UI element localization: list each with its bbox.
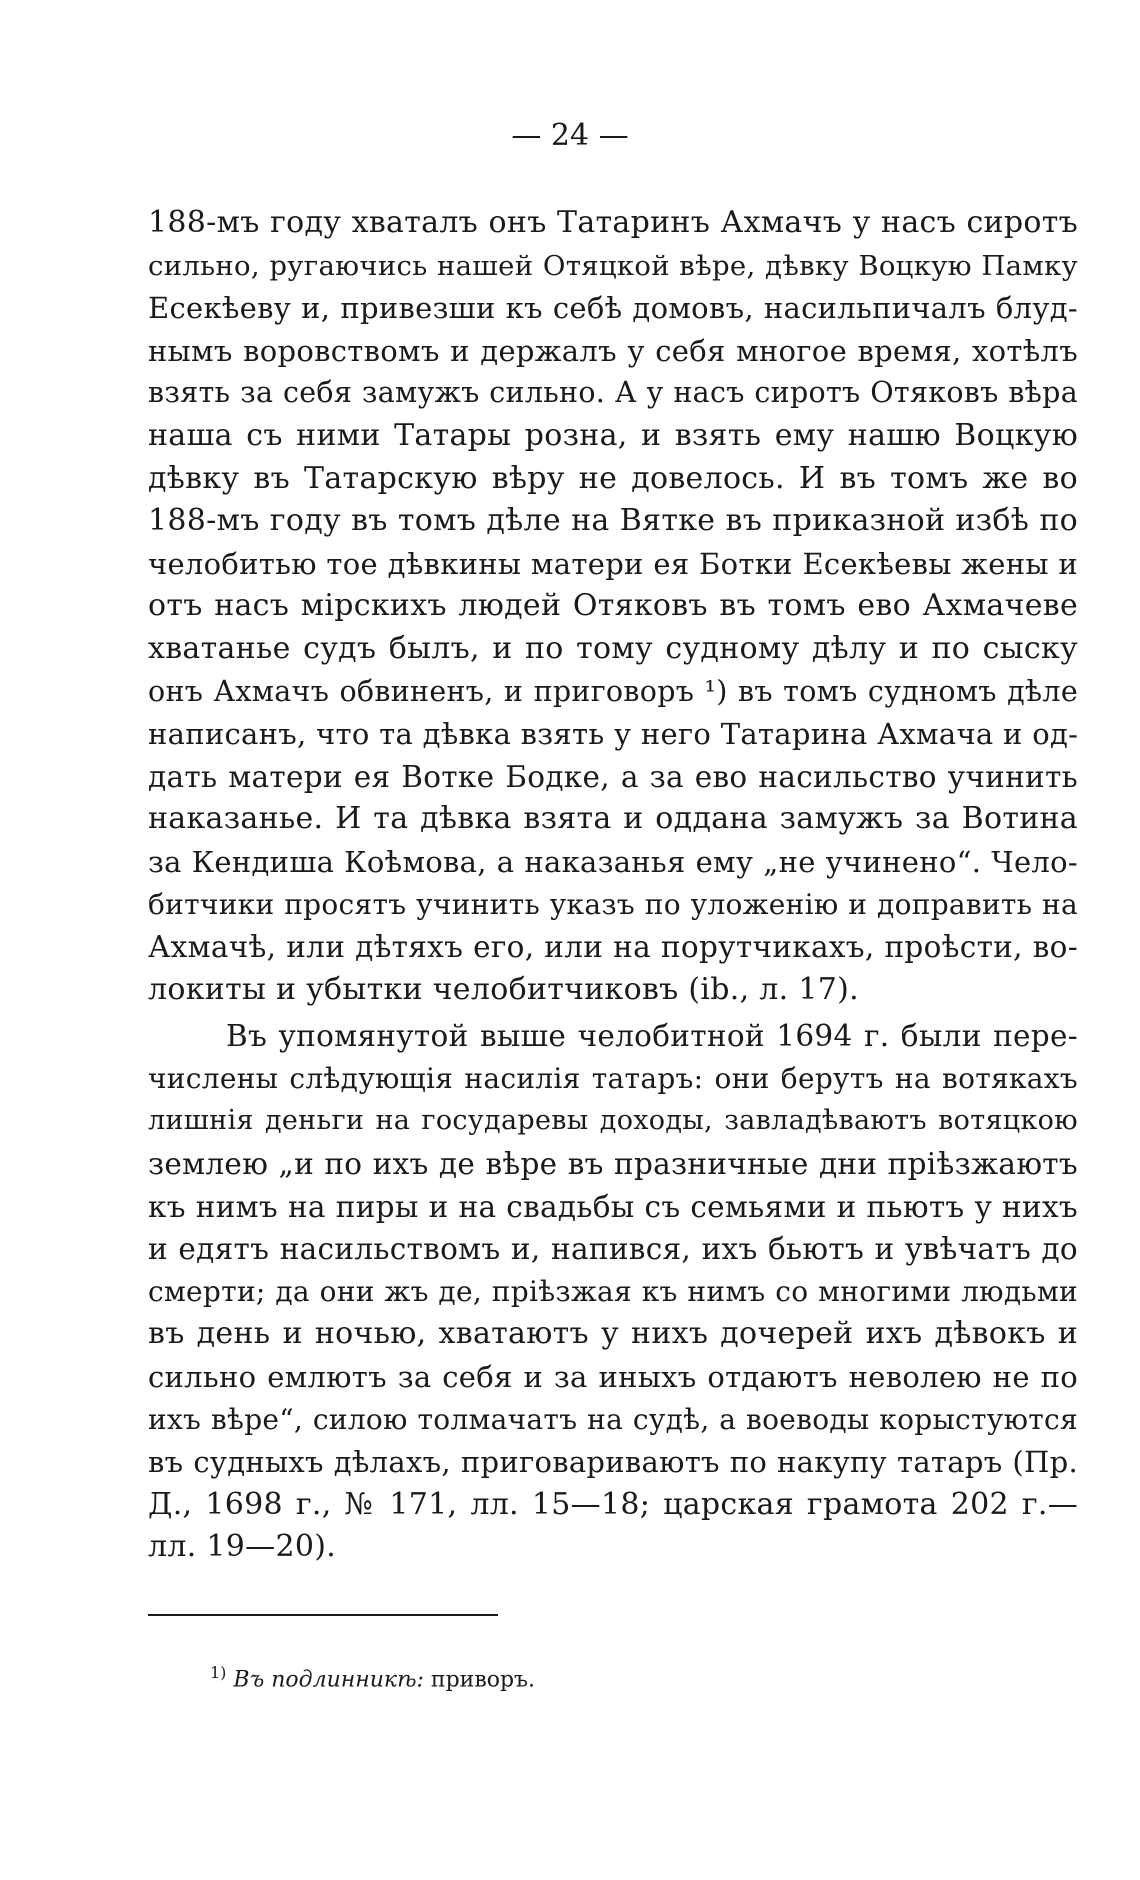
text-line: Ахмачѣ, или дѣтяхъ его, или на порутчикахъ, проѣсти, во- bbox=[148, 930, 1078, 965]
text-line: битчики просятъ учинить указъ по уложенію и доправить на bbox=[148, 887, 1078, 921]
text-line: 188-мъ году въ томъ дѣле на Вятке въ приказной избѣ по bbox=[148, 503, 1078, 539]
text-line: наша съ ними Татары розна, и взять ему нашю Воцкую bbox=[148, 417, 1078, 453]
text-line: дать матери ея Вотке Бодке, а за ево насильство учинить bbox=[148, 759, 1078, 794]
text-line: въ судныхъ дѣлахъ, приговариваютъ по накупу татаръ (Пр. bbox=[148, 1445, 1078, 1480]
text-line: челобитью тое дѣвкины матери ея Ботки Есекѣевы жены и bbox=[148, 546, 1078, 581]
footnote-label: Въ подлинникѣ: bbox=[233, 1667, 424, 1693]
text-line: взять за себя замужъ сильно. А у насъ сиротъ Отяковъ вѣра bbox=[148, 376, 1078, 410]
text-line: онъ Ахмачъ обвиненъ, и приговоръ ¹) въ томъ судномъ дѣле bbox=[148, 674, 1078, 708]
text-line: Есекѣеву и, привезши къ себѣ домовъ, насильпичалъ блуд- bbox=[148, 291, 1078, 326]
footnote-divider bbox=[148, 1614, 498, 1616]
footnote-text: приворъ. bbox=[430, 1667, 536, 1693]
text-line: и едятъ насильствомъ и, напився, ихъ бьютъ и увѣчатъ до bbox=[148, 1232, 1078, 1267]
footnote bbox=[210, 1658, 535, 1695]
text-line: хватанье судъ былъ, и по тому судному дѣлу и по сыску bbox=[148, 630, 1078, 666]
body-text bbox=[148, 202, 1078, 1569]
footnote-marker: 1) bbox=[210, 1663, 227, 1682]
text-line: землею „и по ихъ де вѣре въ празничные дни пріѣзжаютъ bbox=[148, 1147, 1078, 1182]
text-line: 188-мъ году хваталъ онъ Татаринъ Ахмачъ у насъ сиротъ bbox=[148, 205, 1078, 240]
text-line: къ нимъ на пиры и на свадьбы съ семьями и пьютъ у нихъ bbox=[148, 1189, 1078, 1224]
text-line: сильно, ругаючись нашей Отяцкой вѣре, дѣвку Воцкую Памку bbox=[148, 249, 1078, 282]
text-line: лл. 19—20). bbox=[148, 1529, 337, 1565]
text-line: дѣвку въ Татарскую вѣру не довелось. И въ томъ же во bbox=[148, 460, 1078, 496]
page-number: — 24 — bbox=[511, 118, 629, 153]
paragraph-1 bbox=[148, 202, 1078, 1011]
text-line: сильно емлютъ за себя и за иныхъ отдаютъ неволею не по bbox=[148, 1360, 1078, 1395]
text-line: ихъ вѣре“, силою толмачатъ на судѣ, а воеводы корыстуются bbox=[148, 1402, 1078, 1436]
text-line: отъ насъ мірскихъ людей Отяковъ въ томъ ево Ахмачеве bbox=[148, 588, 1078, 624]
paragraph-2 bbox=[148, 1015, 1078, 1569]
text-line: написанъ, что та дѣвка взять у него Татарина Ахмача и од- bbox=[148, 717, 1079, 752]
text-line: за Кендиша Коѣмова, а наказанья ему „не учинено“. Чело- bbox=[148, 844, 1078, 879]
text-line: лишнія деньги на государевы доходы, завладѣваютъ вотяцкою bbox=[148, 1105, 1078, 1137]
text-line: числены слѣдующія насилія татаръ: они берутъ на вотякахъ bbox=[148, 1061, 1078, 1095]
text-line: смерти; да они жъ де, пріѣзжая къ нимъ со многими людьми bbox=[148, 1274, 1078, 1308]
text-line: нымъ воровствомъ и держалъ у себя многое время, хотѣлъ bbox=[148, 333, 1078, 368]
text-line: въ день и ночью, хватаютъ у нихъ дочерей ихъ дѣвокъ и bbox=[148, 1316, 1078, 1352]
text-line: Д., 1698 г., № 171, лл. 15—18; царская грамота 202 г.— bbox=[148, 1486, 1078, 1522]
text-line: локиты и убытки челобитчиковъ (ib., л. 17). bbox=[148, 971, 859, 1007]
text-line: наказанье. И та дѣвка взята и оддана замужъ за Вотина bbox=[148, 801, 1078, 837]
text-line: Въ упомянутой выше челобитной 1694 г. были пере- bbox=[226, 1019, 1078, 1054]
